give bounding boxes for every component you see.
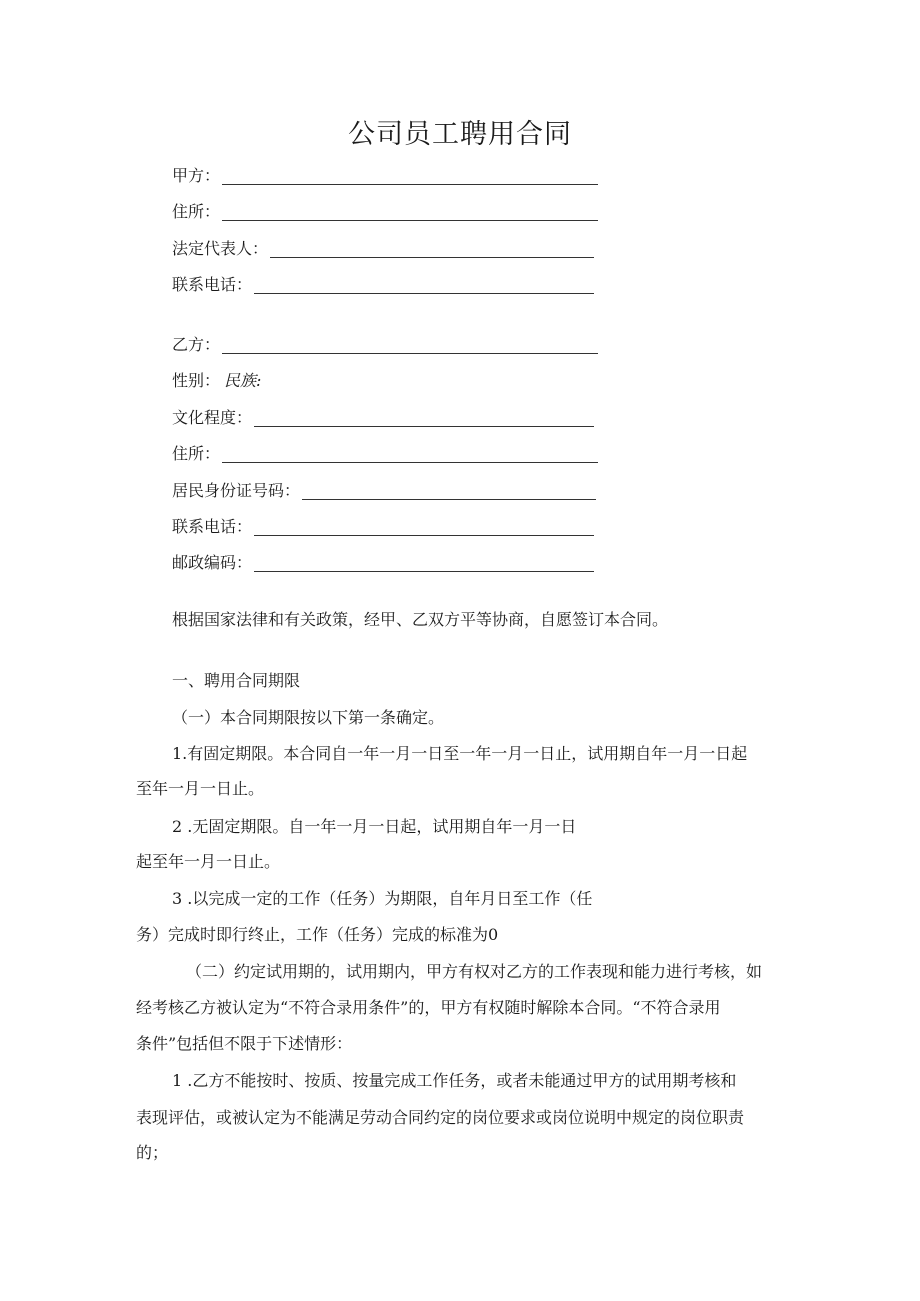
party-a-phone-label: 联系电话： [172, 275, 253, 294]
party-b-address-label: 住所： [172, 444, 221, 463]
section-heading: 一、聘用合同期限 [172, 671, 301, 690]
document-title: 公司员工聘用合同 [348, 119, 572, 150]
party-b-phone-field [172, 514, 594, 538]
party-a-phone-field [172, 272, 594, 296]
party-a-name-label: 甲方： [172, 166, 221, 185]
item-2-line-2: 起至年一月一日止。 [136, 852, 281, 871]
party-b-education-field [172, 405, 594, 429]
party-a-address-field [172, 199, 598, 223]
party-b-postcode-blank [254, 553, 594, 572]
party-b-id-field [172, 478, 596, 502]
party-b-name-label: 乙方： [172, 335, 221, 354]
party-b-ethnicity-label: 民族: [224, 371, 262, 390]
party-b-id-blank [302, 481, 596, 500]
item-3-line-2: 务）完成时即行终止，工作（任务）完成的标准为0 [136, 925, 499, 944]
clause-2-line-1: （二）约定试用期的，试用期内，甲方有权对乙方的工作表现和能力进行考核，如 [186, 962, 763, 981]
party-b-gender-label: 性别： [172, 371, 221, 390]
party-b-phone-blank [254, 517, 594, 536]
clause-2-line-3: 条件”包括但不限于下述情形： [136, 1034, 353, 1053]
item-1-line-2: 至年一月一日止。 [136, 779, 265, 798]
party-a-address-label: 住所： [172, 202, 221, 221]
party-b-name-blank [222, 335, 598, 354]
sub-item-1-line-2: 表现评估，或被认定为不能满足劳动合同约定的岗位要求或岗位说明中规定的岗位职责 [136, 1108, 745, 1127]
intro-paragraph: 根据国家法律和有关政策，经甲、乙双方平等协商，自愿签订本合同。 [172, 610, 669, 629]
party-b-address-blank [222, 444, 598, 463]
party-b-education-label: 文化程度： [172, 408, 253, 427]
party-b-gender-field [172, 368, 261, 392]
party-b-postcode-field [172, 550, 594, 574]
clause-1: （一）本合同期限按以下第一条确定。 [172, 708, 445, 727]
party-a-phone-blank [254, 275, 594, 294]
item-2-line-1: 2 .无固定期限。自一年一月一日起，试用期自年一月一日 [172, 817, 577, 836]
party-b-phone-label: 联系电话： [172, 517, 253, 536]
clause-2-line-2: 经考核乙方被认定为“不符合录用条件”的，甲方有权随时解除本合同。“不符合录用 [136, 998, 721, 1017]
party-a-legal-rep-field [172, 236, 594, 260]
party-a-legal-rep-label: 法定代表人： [172, 239, 269, 258]
party-b-education-blank [254, 408, 594, 427]
party-b-address-field [172, 441, 598, 465]
party-a-address-blank [222, 202, 598, 221]
party-a-name-field [172, 163, 598, 187]
item-1-line-1: 1.有固定期限。本合同自一年一月一日至一年一月一日止，试用期自年一月一日起 [172, 744, 748, 763]
party-b-name-field [172, 332, 598, 356]
sub-item-1-line-3: 的； [136, 1143, 169, 1162]
party-b-id-label: 居民身份证号码： [172, 481, 301, 500]
party-a-legal-rep-blank [270, 239, 594, 258]
sub-item-1-line-1: 1 .乙方不能按时、按质、按量完成工作任务，或者未能通过甲方的试用期考核和 [172, 1071, 737, 1090]
party-a-name-blank [222, 166, 598, 185]
item-3-line-1: 3 .以完成一定的工作（任务）为期限，自年月日至工作（任 [172, 889, 593, 908]
party-b-postcode-label: 邮政编码： [172, 553, 253, 572]
